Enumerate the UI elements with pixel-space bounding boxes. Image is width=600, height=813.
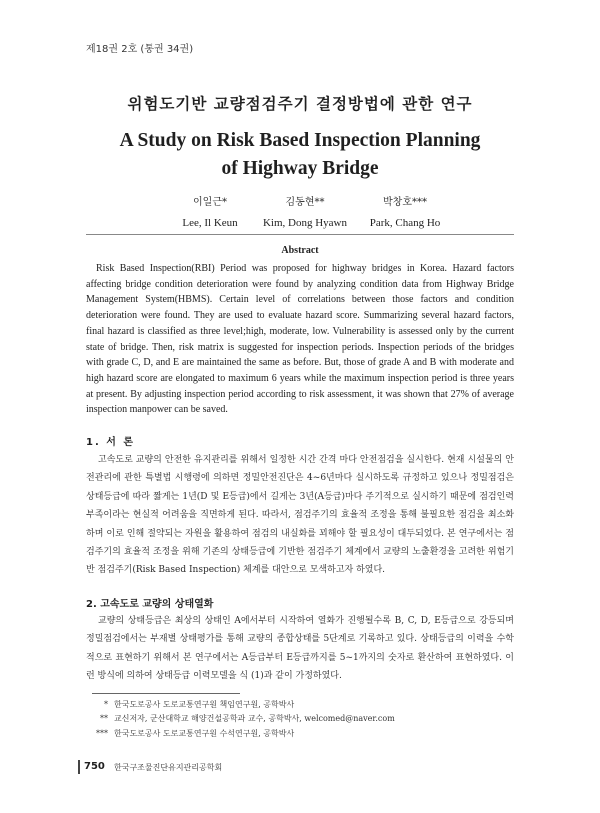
issue-label: 제18권 2호 (통권 34권) (86, 44, 194, 55)
title-english (0, 127, 600, 183)
footnote-1-text: 한국도로공사 도로교통연구원 책임연구원, 공학박사 (114, 700, 295, 709)
section-2-heading: 2. 고속도로 교량의 상태열화 (86, 599, 214, 610)
footnote-3 (86, 728, 294, 739)
abstract-body: Risk Based Inspection(RBI) Period was proposed for highway bridges in Korea. Hazard factors affecting bridge condition deterioration were found by analyzing condition data from Highway Bridge Management System(HBMS). Certain level of correlations between those factors and condition deterioration were found. They are used to evaluate hazard score. Summarizing several hazard factors, final hazard is classified as three level;high, moderate, low. Vulnerability is assessed only by the current state of bridge. Then, risk matrix is suggested for inspection periods. Inspection periods of the bridges with grade C, D, and E are maintained the same as before. But, those of grade A and B with moderate and high hazard score are elongated to maximum 6 years while the maximum inspection period is three years at present. By adjusting inspection period according to risk assessment, it was shown that 27% of average inspection manpower can be saved. (86, 263, 514, 416)
footnote-3-text: 한국도로공사 도로교통연구원 수석연구원, 공학박사 (114, 729, 295, 738)
author-3-english: Park, Chang Ho (369, 217, 441, 229)
section-2-body: 교량의 상태등급은 최상의 상태인 A에서부터 시작하여 열화가 진행될수록 B, C, D, E등급으로 강등되며 정밀점검에서는 부재별 상태평가를 통해 교량의 종합상태를 5단계로 기록하고 있다. 상태등급의 이력을 수학적으로 표현하기 위해서 본 연구에서는 A등급부터 E등급까지를 5~1까지의 숫자로 환산하여 표현하였다. 이런 방식에 의하여 상태등급 이력모델을 식 (1)과 같이 가정하였다. (86, 616, 514, 682)
footnote-1 (86, 699, 294, 710)
section-1-body: 고속도로 교량의 안전한 유지관리를 위해서 일정한 시간 간격 마다 안전점검을 실시한다. 현재 시설물의 안전관리에 관한 특별법 시행령에 의하면 정밀안전진단은 4~6년마다 실시하도록 규정하고 있으나 정밀점검은 상태등급에 따라 짧게는 1년(D 및 E등급)에서 길게는 3년(A등급)마다 주기적으로 실시하기 때문에 점검인력부족이라는 현실적 어려움을 직면하게 된다. 따라서, 점검주기의 효율적 조정을 통해 불필요한 점검을 최소화하며 이로 인해 절약되는 자원을 활용하여 점검의 내실화를 꾀해야 할 필요성이 대두되었다. 본 연구에서는 점검주기의 효율적 조정을 위해 기존의 상태등급에 기반한 점검주기 체계에서 교량의 노출환경을 고려한 위험기반 점검주기(Risk Based Inspection) 체계를 대안으로 모색하고자 하였다. (86, 455, 514, 576)
author-1-korean: 이일근* (193, 197, 227, 208)
footnote-1-mark: * (104, 700, 108, 709)
page-number-bar (78, 760, 80, 774)
author-3 (350, 193, 460, 233)
footnote-2-mark: ** (100, 714, 108, 723)
journal-name: 한국구조물진단유지관리공학회 (114, 763, 223, 772)
abstract-heading: Abstract (281, 245, 319, 256)
author-3-korean: 박창호*** (383, 197, 427, 208)
title-english-line1: A Study on Risk Based Inspection Planning (119, 130, 481, 151)
section-1-heading: 1. 서 론 (86, 437, 136, 448)
author-1 (160, 193, 260, 233)
title-korean: 위험도기반 교량점검주기 결정방법에 관한 연구 (127, 94, 473, 113)
footnote-divider (92, 693, 240, 694)
author-1-english: Lee, Il Keun (182, 217, 238, 229)
footnote-2-text: 교신저자, 군산대학교 해양건설공학과 교수, 공학박사, welcomed@naver.com (114, 714, 395, 723)
footnote-3-mark: *** (96, 729, 108, 738)
title-english-line2: of Highway Bridge (221, 158, 379, 179)
author-2-english: Kim, Dong Hyawn (262, 217, 348, 229)
header-divider (86, 234, 514, 235)
author-2-korean: 김동현** (285, 197, 325, 208)
page-number: 750 (84, 761, 105, 772)
footnote-2 (86, 713, 395, 724)
author-2 (250, 193, 360, 233)
